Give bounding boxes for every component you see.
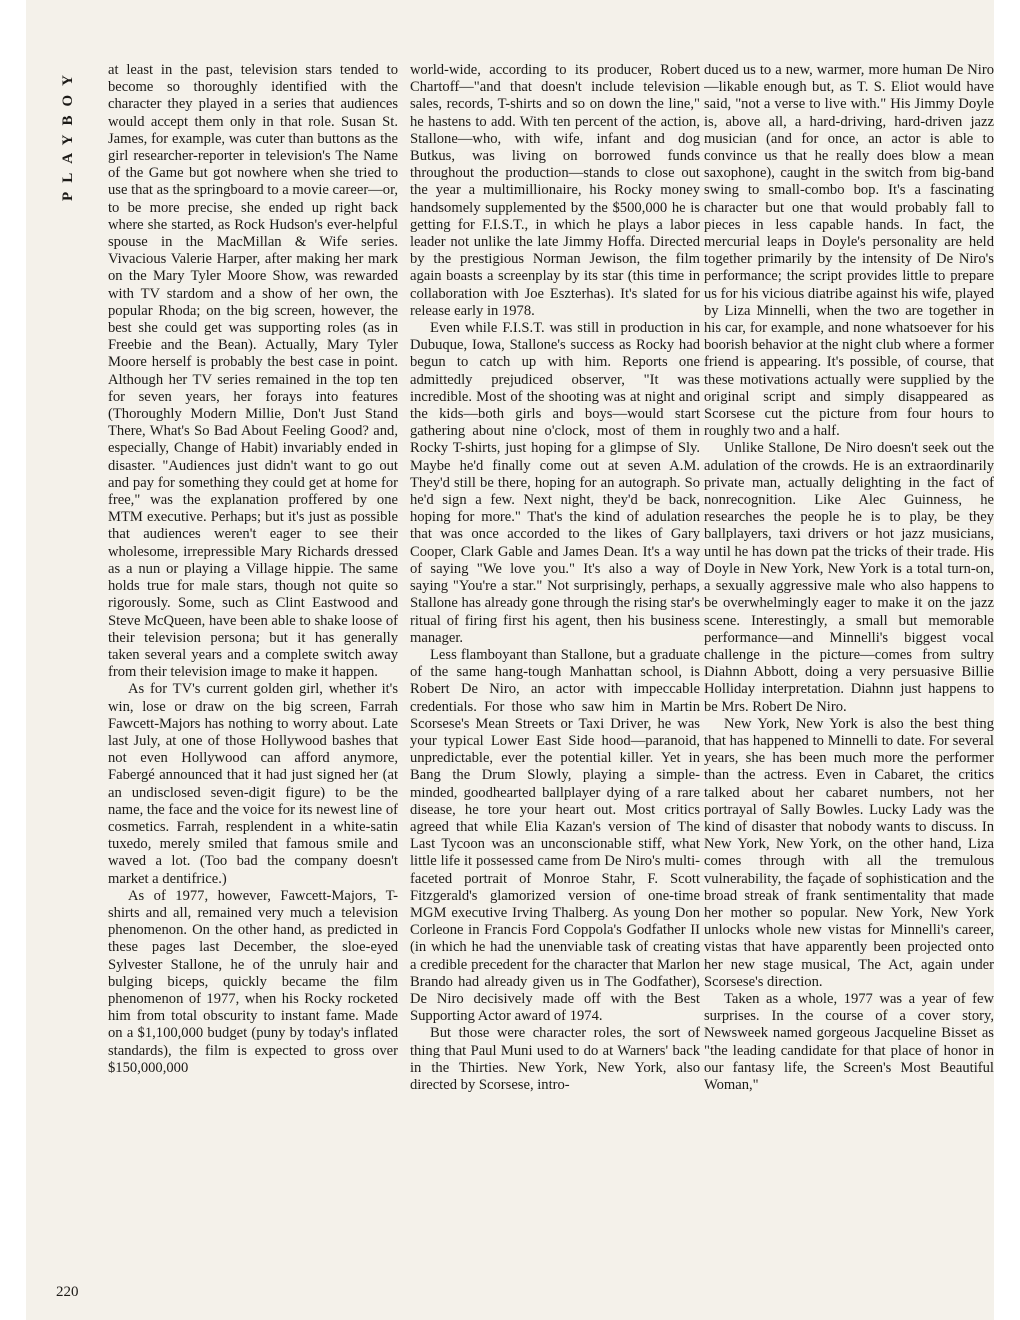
- page-number: 220: [56, 1284, 79, 1300]
- article-paragraph: New York, New York is also the best thing that has happened to Minnelli to date. For several years, she has been much more the performer than the actress. Even in Cabaret, the critics talked about her cabaret numbers, not her portrayal of Sally Bowles. Lucky Lady was the kind of disaster that nobody wants to discuss. In New York, New York, on the other hand, Liza comes through with all the tremulous vulnerability, the façade of sophistication and the broad streak of frank sentimentality that made her mother so popular. New York, New York unlocks whole new vistas for Minnelli's career, vistas that have apparently been projected onto her new stage musical, The Act, again under Scorsese's direction.: [704, 715, 994, 990]
- text-column-1: [108, 62, 398, 1297]
- magazine-masthead: PLAYBOY: [60, 66, 76, 201]
- article-paragraph: Taken as a whole, 1977 was a year of few surprises. In the course of a cover story, Newsweek named gorgeous Jacqueline Bisset as "the leading candidate for that place of honor in our fantasy life, the Screen's Most Beautiful Woman,": [704, 990, 994, 1093]
- article-paragraph: Unlike Stallone, De Niro doesn't seek out the adulation of the crowds. He is an extraordinarily private man, actually delighting in the fact of nonrecognition. Like Alec Guinness, he researches the people he is to play, be they ballplayers, taxi drivers or hot jazz musicians, until he has down pat the tricks of their trade. His Doyle in New York, New York is a total turn-on, a sexually aggressive male who also happens to be overwhelmingly eager to make it on the jazz scene. Interestingly, a small but memorable performance—and Minnelli's biggest vocal challenge in the picture—comes from sultry Diahnn Abbott, doing a very persuasive Billie Holliday interpretation. Diahnn just happens to be Mrs. Robert De Niro.: [704, 440, 994, 715]
- text-column-2: [410, 62, 700, 1297]
- article-paragraph: As of 1977, however, Fawcett-Majors, T-shirts and all, remained very much a television phenomenon. On the other hand, as predicted in these pages last December, the sloe-eyed Sylvester Stallone, he of the unruly hair and bulging biceps, quickly became the film phenomenon of 1977, when his Rocky rocketed him from total obscurity to instant fame. Made on a $1,100,000 budget (puny by today's inflated standards), the film is expected to gross over $150,000,000: [108, 887, 398, 1076]
- article-paragraph: As for TV's current golden girl, whether it's win, lose or draw on the big screen, Farrah Fawcett-Majors has nothing to worry about. Late last July, at one of those Hollywood bashes that not even Hollywood can afford anymore, Fabergé announced that it had just signed her (at an undisclosed seven-digit figure) to be the name, the face and the voice for its newest line of cosmetics. Farrah, resplendent in a white-satin tuxedo, merely smiled that famous smile and waved a lot. (Too bad the company doesn't market a dentifrice.): [108, 681, 398, 887]
- article-paragraph: at least in the past, television stars tended to become so thoroughly identified with the character they played in a series that audiences would accept them only in that role. Susan St. James, for example, was cuter than buttons as the girl researcher-reporter in television's The Name of the Game but got nowhere when she tried to use that as the springboard to a movie career—or, to be more precise, she ended up right back where she started, as Rock Hudson's ever-helpful spouse in the MacMillan & Wife series. Vivacious Valerie Harper, after making her mark on the Mary Tyler Moore Show, was rewarded with TV stardom and a show of her own, the popular Rhoda; on the big screen, however, the best she could get was supporting roles (as in Freebie and the Bean). Actually, Mary Tyler Moore herself is probably the best case in point. Although her TV series remained in the top ten for seven years, her forays into features (Thoroughly Modern Millie, Don't Just Stand There, What's So Bad About Feeling Good? and, especially, Change of Habit) invariably ended in disaster. "Audiences just didn't want to go out and pay for something they could get at home for free," was the explanation proffered by one MTM executive. Perhaps; but it's just as possible that audiences weren't eager to see their wholesome, irrepressible Mary Richards dressed as a nun or playing a Village hippie. The same holds true for male stars, though not quite so rigorously. Some, such as Clint Eastwood and Steve McQueen, have been able to shake loose of their television persona; but it has generally taken several years and a complete switch away from their television image to make it happen.: [108, 62, 398, 681]
- article-paragraph: Less flamboyant than Stallone, but a graduate of the same hang-tough Manhattan school, is Robert De Niro, an actor with impeccable credentials. For those who saw him in Martin Scorsese's Mean Streets or Taxi Driver, he was your typical Lower East Side hood—paranoid, unpredictable, ever the potential killer. Yet in Bang the Drum Slowly, playing a simple-minded, goodhearted ballplayer dying of a rare disease, he tore your heart out. Most critics agreed that while Elia Kazan's version of The Last Tycoon was an unconscionable stiff, what little life it possessed came from De Niro's multi-faceted portrait of Monroe Stahr, F. Scott Fitzgerald's glamorized version of one-time MGM executive Irving Thalberg. As young Don Corleone in Francis Ford Coppola's Godfather II (in which he had the unenviable task of creating a credible precedent for the character that Marlon Brando had already given us in The Godfather), De Niro decisively made off with the Best Supporting Actor award of 1974.: [410, 646, 700, 1025]
- article-paragraph: duced us to a new, warmer, more human De Niro—likable enough but, as T. S. Eliot would have said, "not a verse to live with." His Jimmy Doyle is, above all, a hard-driving, hard-driven jazz musician (and for once, an actor is able to convince us that he really does blow a mean saxophone), caught in the switch from big-band swing to small-combo bop. It's a fascinating character but one that would probably fall to pieces in less capable hands. In fact, the mercurial leaps in Doyle's personality are held together primarily by the intensity of De Niro's performance; the script provides little to prepare us for his vicious diatribe against his wife, played by Liza Minnelli, when the two are together in his car, for example, and none whatsoever for his boorish behavior at the night club where a former friend is appearing. It's possible, of course, that these motivations actually were supplied by the original script and simply disappeared as Scorsese cut the picture from four hours to roughly two and a half.: [704, 62, 994, 440]
- magazine-page: [26, 0, 994, 1320]
- article-paragraph: world-wide, according to its producer, Robert Chartoff—"and that doesn't include television sales, records, T-shirts and so on down the line," he hastens to add. With ten percent of the action, Stallone—who, with wife, infant and dog Butkus, was living on borrowed funds throughout the production—stands to close out the year a multimillionaire, his Rocky money handsomely supplemented by the $500,000 he is getting for F.I.S.T., in which he plays a labor leader not unlike the late Jimmy Hoffa. Directed by the prestigious Norman Jewison, the film again boasts a screenplay by its star (this time in collaboration with Joe Eszterhas). It's slated for release early in 1978.: [410, 62, 700, 319]
- article-paragraph: Even while F.I.S.T. was still in production in Dubuque, Iowa, Stallone's success as Rocky had begun to catch up with him. Reports one admittedly prejudiced observer, "It was incredible. Most of the shooting was at night and the kids—both girls and boys—would start gathering about nine o'clock, most of them in Rocky T-shirts, just hoping for a glimpse of Sly. Maybe he'd finally come out at seven A.M. They'd still be there, hoping for an autograph. So he'd sign a few. Next night, they'd be back, hoping for more." That's the kind of adulation that was once accorded to the likes of Gary Cooper, Clark Gable and James Dean. It's a way of saying "We love you." It's also a way of saying "You're a star." Not surprisingly, perhaps, Stallone has already gone through the rising star's ritual of firing first his agent, then his business manager.: [410, 320, 700, 646]
- article-paragraph: But those were character roles, the sort of thing that Paul Muni used to do at Warners' back in the Thirties. New York, New York, also directed by Scorsese, intro-: [410, 1025, 700, 1093]
- text-column-3: [704, 62, 994, 1297]
